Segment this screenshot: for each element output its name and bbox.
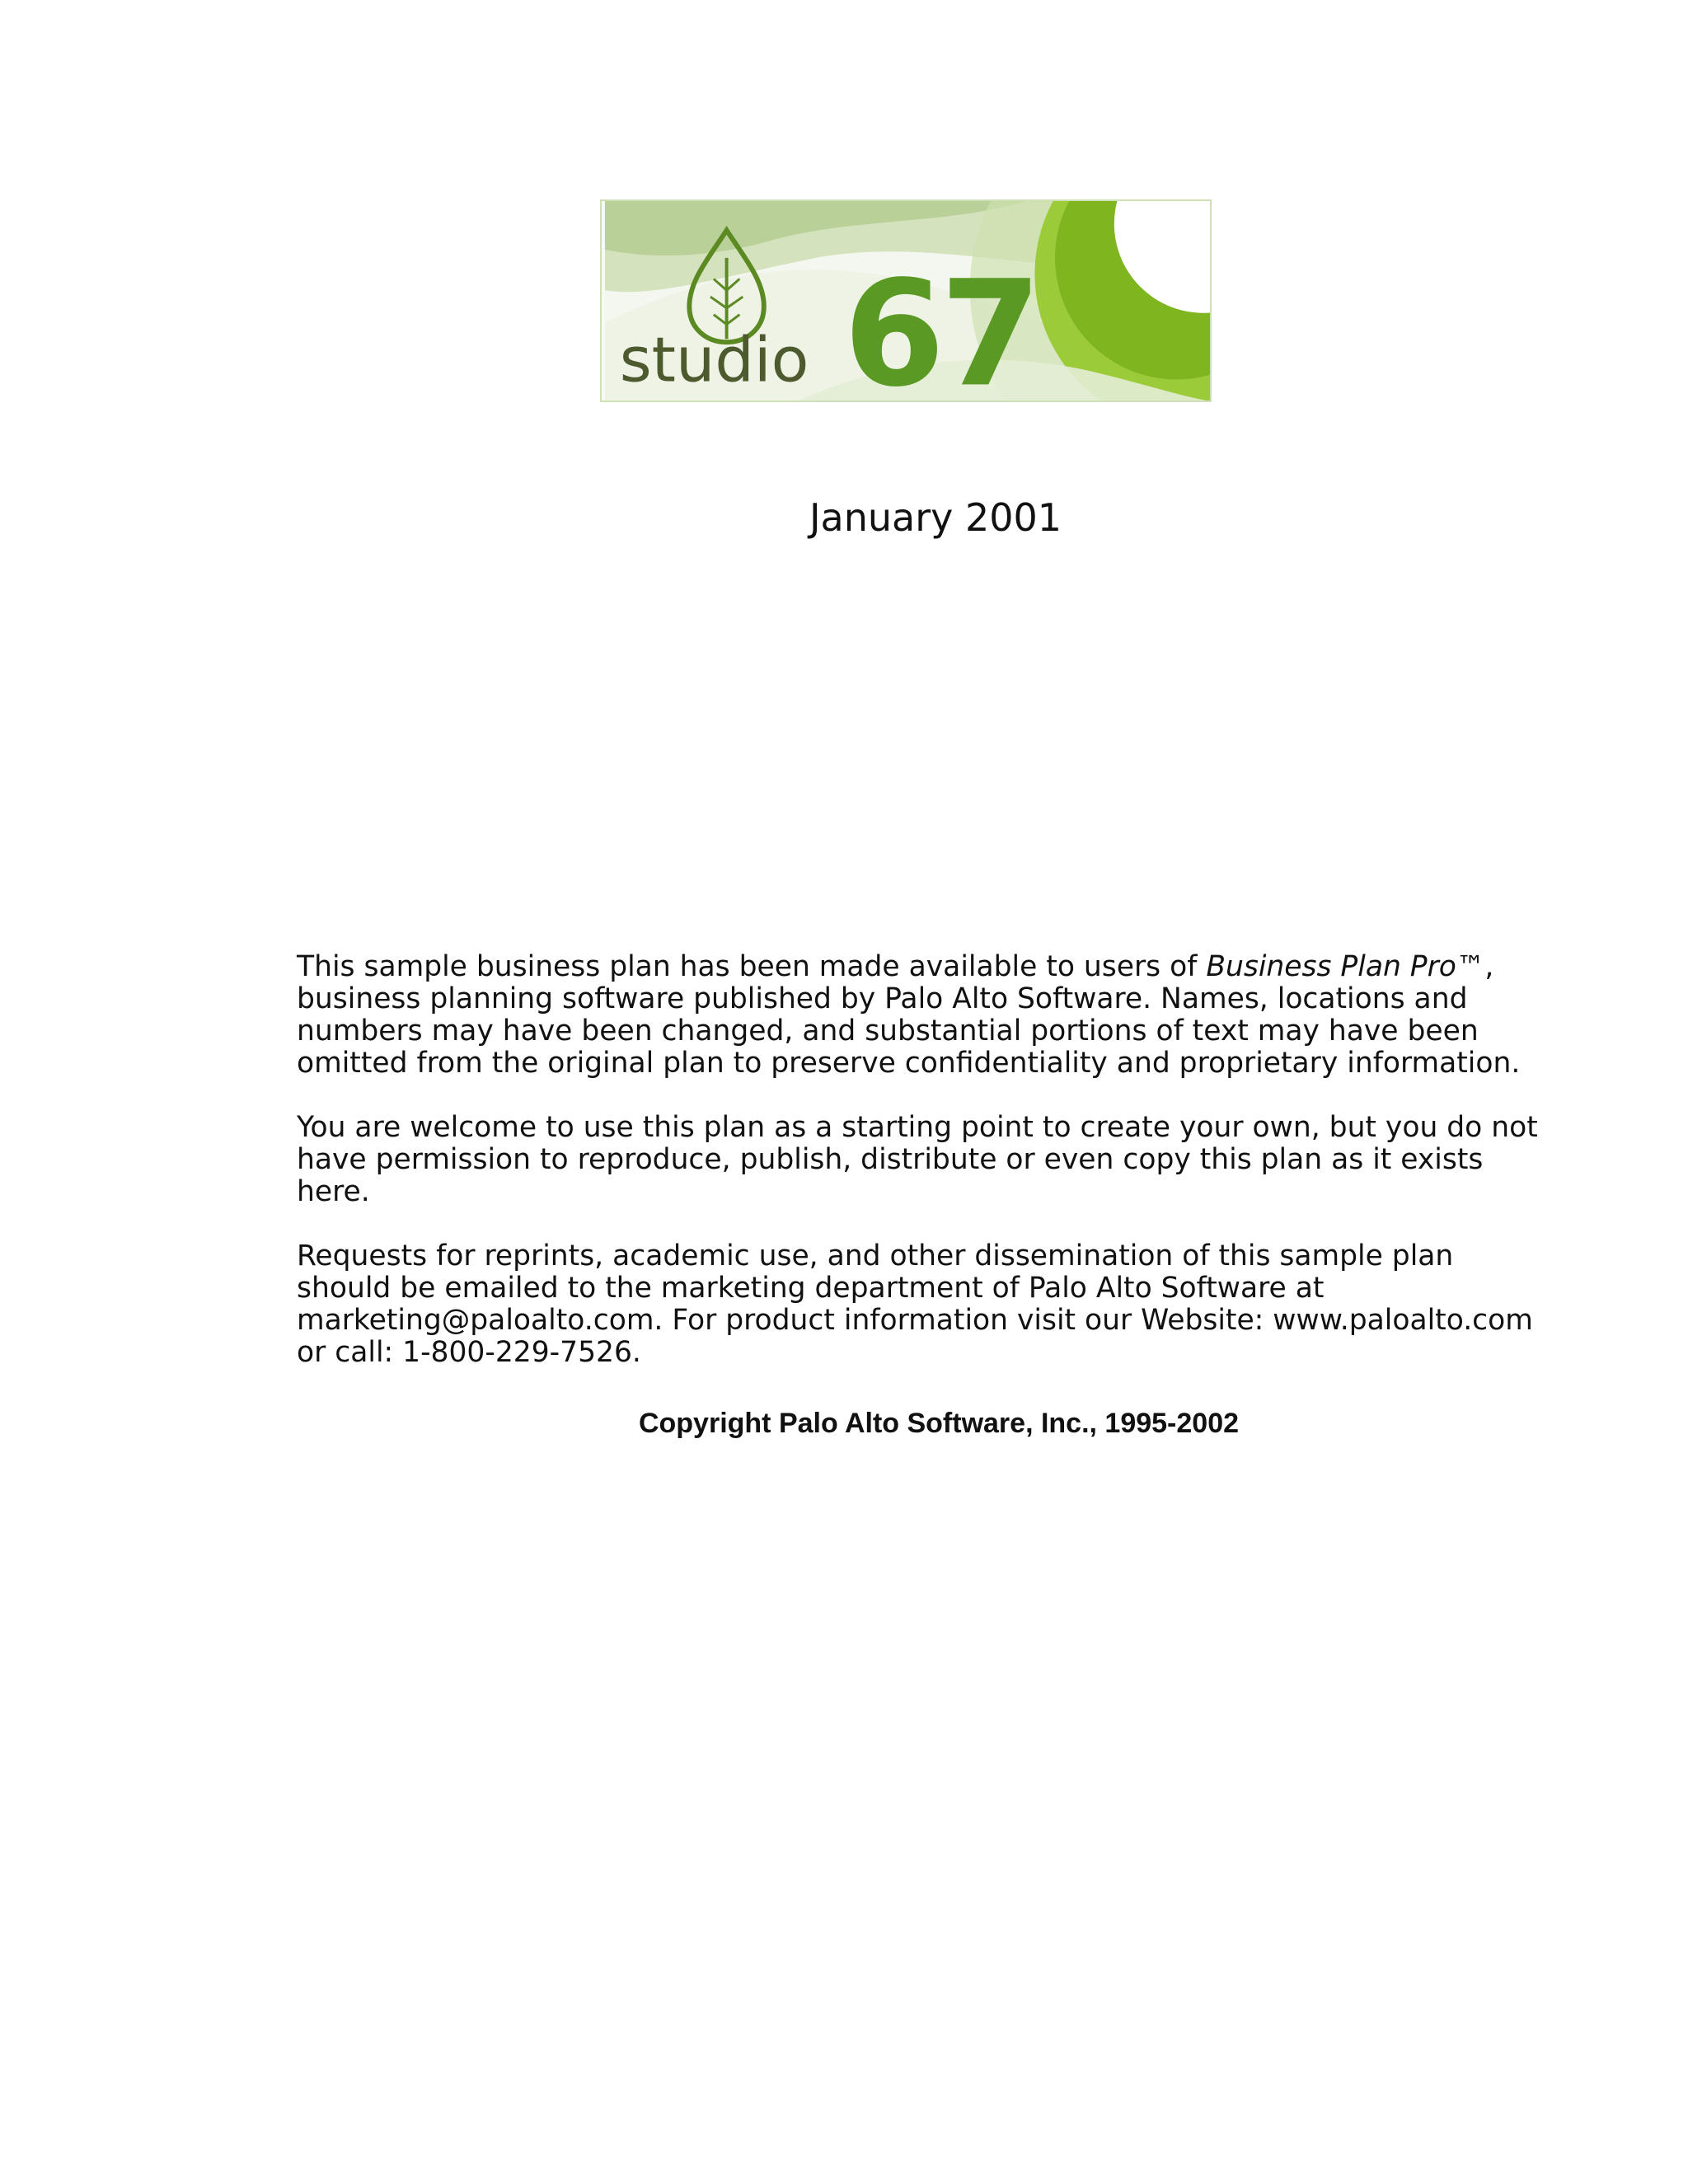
product-name: Business Plan Pro™ — [1206, 950, 1485, 983]
logo-word: studio — [619, 324, 809, 396]
disclaimer-text — [297, 951, 1550, 1369]
copyright-notice: Copyright Palo Alto Software, Inc., 1995-2002 — [638, 1408, 1240, 1439]
disclaimer-paragraph-1 — [297, 951, 1550, 1080]
disclaimer-paragraph-3: Requests for reprints, academic use, and other dissemination of this sample plan should be emailed to the marketing department of Palo Alto Software at marketing@paloalto.com. For product information visit our Website: www.paloalto.com or call: 1-800-229-7526. — [297, 1240, 1533, 1369]
disclaimer-paragraph-2: You are welcome to use this plan as a starting point to create your own, but you do not have permission to reproduce, publish, distribute or even copy this plan as it exists here. — [297, 1111, 1538, 1208]
paragraph-1-rest: , business planning software published by Palo Alto Software. Names, locations and numbers may have been changed, and substantial portions of text may have been omitted from the original plan to preserve confidentiality and proprietary information. — [297, 950, 1521, 1080]
logo-graphic — [602, 201, 1210, 401]
studio67-logo — [600, 199, 1212, 402]
paragraph-1-intro: This sample business plan has been made available to users of — [297, 950, 1207, 983]
logo-number: 67 — [843, 249, 1037, 401]
document-date: January 2001 — [809, 495, 1062, 540]
